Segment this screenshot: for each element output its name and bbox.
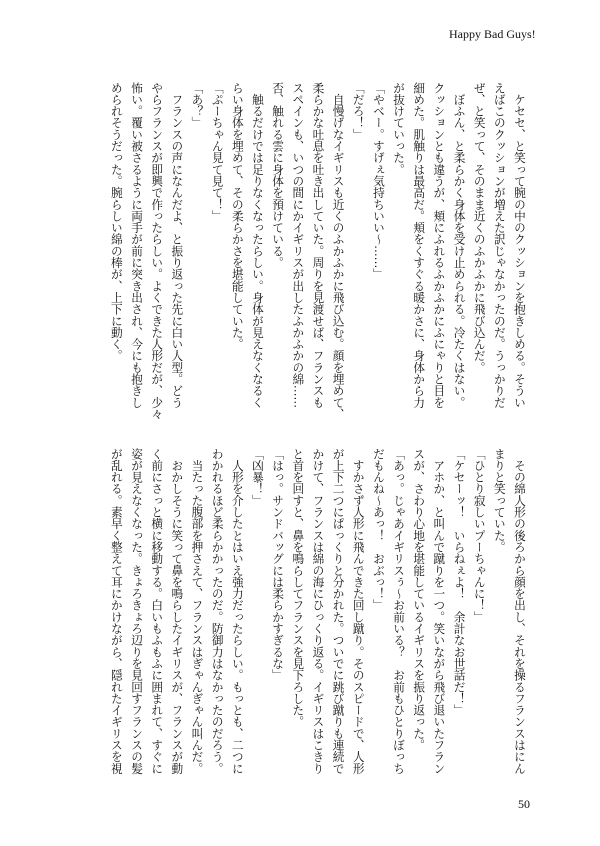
text-column: アホか、と叫んで蹴りを一つ。笑いながら飛び退いたフラン — [432, 448, 447, 775]
text-column: が上下二つにぱっくりと分かれた。ついでに跳び蹴りも連続で — [331, 448, 346, 775]
text-column: だもんね～あっ！ おぶっ！」 — [371, 448, 386, 612]
text-column: 否、触れる雲に身体を預けている。 — [271, 82, 286, 269]
text-column: められそうだった。腕らしい綿の棒が、上下に動く。 — [109, 82, 124, 362]
text-column: すかさず人形に飛んできた回し蹴り。そのスピードで、人形 — [351, 448, 366, 775]
text-column: らい身体を埋めて、その柔らかさを堪能していた。 — [230, 82, 245, 350]
text-column: 「だろ！」 — [351, 82, 366, 141]
text-column: 当たった腹部を押さえて、フランスはぎゃんぎゃん叫んだ。 — [190, 448, 205, 775]
text-column: 「やべー。すげぇ気持ちいい～……」 — [371, 82, 386, 281]
text-column: クッションとも違うが、頬にふれるふかふかにふにゃりと目を — [432, 82, 447, 409]
text-column: が乱れる。素早く整えて耳にかけながら、隠れたイギリスを視 — [109, 448, 124, 775]
lower-text-block — [107, 448, 530, 778]
text-column: 自慢げなイギリスも近くのふかふかに飛び込む。顔を埋めて、 — [331, 82, 346, 420]
text-column: 人形を介したとはいえ強力だったらしい。もっとも、二つに — [230, 448, 245, 775]
text-column: ケセセ、と笑って腕の中のクッションを抱きしめる。そうい — [513, 82, 527, 409]
text-column: フランスの声になんだよ、と振り返った先に白い人型。どう — [170, 82, 185, 409]
text-column: 「はっ。サンドバッグには柔らかすぎるな」 — [271, 448, 286, 681]
text-column: 姿が見えなくなった。きょろきょろ辺りを見回すフランスの髪 — [130, 448, 145, 775]
text-column: 怖い。覆い被さるように両手が前に突き出され、今にも抱きし — [130, 82, 145, 409]
text-column: と首を回すと、鼻を鳴らしてフランスを見下ろした。 — [291, 448, 306, 728]
upper-text-block — [107, 82, 530, 420]
text-column: 「ひとり寂しいプーちゃんに！」 — [472, 448, 487, 623]
text-column: 細めた。肌触りは最高だ。頬をくすぐる暖かさに、身体から力 — [412, 82, 427, 409]
text-column: 「凶暴！」 — [250, 448, 265, 507]
text-column: スペインも、いつの間にかイギリスが出したふかふかの綿…… — [291, 82, 306, 409]
text-column: ぜ、と笑って、そのまま近くのふかふかに飛び込んだ。 — [472, 82, 487, 374]
text-column: 「あ？」 — [190, 82, 205, 129]
text-column: えばこのクッションが増えた訳じゃなかったのだ。うっかりだ — [492, 82, 507, 409]
text-column: かけて、フランスは綿の海にひっくり返る。イギリスはこきり — [311, 448, 326, 775]
text-column: 「あっ。じゃあイギリスぅ～お前いる？ お前もひとりぼっち — [392, 448, 407, 775]
text-column: 柔らかな吐息を吐き出していた。周りを見渡せば、フランスも — [311, 82, 326, 409]
text-column: やらフランスが即興で作ったらしい。よくできた人形だが、少々 — [150, 82, 165, 420]
text-column: 触るだけでは足りなくなったらしい。身体が見えなくなるく — [250, 82, 265, 409]
text-column: ぼふん、と柔らかく身体を受け止められる。冷たくはない。 — [452, 82, 467, 409]
page-number: 50 — [518, 797, 530, 811]
text-column: 「ぷーちゃん見て見て！」 — [210, 82, 225, 222]
text-column: わかれるほど柔らかかったのだ。防御力はなかったのだろう。 — [210, 448, 225, 775]
text-column: が抜けていった。 — [392, 82, 407, 176]
text-column: く前にさっと横に移動する。白いもふもふに囲まれて、すぐに — [150, 448, 165, 775]
text-column: おかしそうに笑って鼻を鳴らしたイギリスが、フランスが動 — [170, 448, 185, 775]
text-column: その綿人形の後ろから顔を出し、それを操るフランスはにん — [513, 448, 527, 775]
text-column: 「ケセーッ！ いらねぇよ！ 余計なお世話だ！」 — [452, 448, 467, 716]
running-title: Happy Bad Guys! — [449, 27, 536, 41]
text-column: まりと笑っていた。 — [492, 448, 507, 553]
text-column: スが、さわり心地を堪能しているイギリスを振り返った。 — [412, 448, 427, 751]
